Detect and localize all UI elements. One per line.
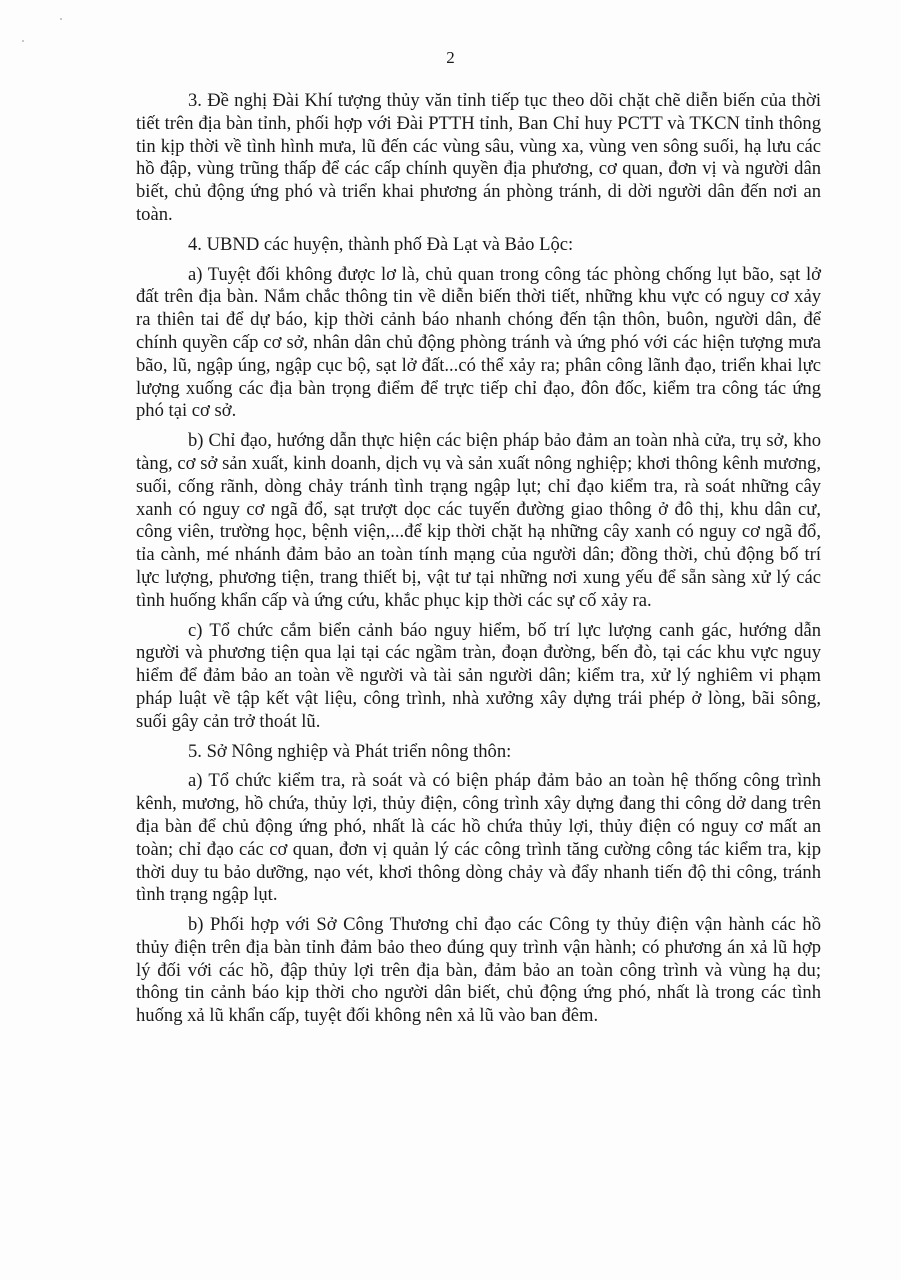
scan-speck (60, 18, 62, 20)
paragraph-5a: a) Tổ chức kiểm tra, rà soát và có biện pháp đảm bảo an toàn hệ thống công trình kênh, mương, hồ chứa, thủy lợi, thủy điện, công trình xây dựng đang thi công dở dang trên địa bàn để chủ động ứng phó, nhất là các hồ chứa thủy lợi, thủy điện có nguy cơ mất an toàn; chỉ đạo các cơ quan, đơn vị quản lý các công trình tăng cường công tác kiểm tra, kịp thời duy tu bảo dưỡng, nạo vét, khơi thông dòng chảy và đẩy nhanh tiến độ thi công, tránh tình trạng ngập lụt. (136, 770, 821, 906)
scan-speck (22, 40, 24, 42)
section-4-heading: 4. UBND các huyện, thành phố Đà Lạt và Bảo Lộc: (188, 233, 574, 255)
paragraph-4a: a) Tuyệt đối không được lơ là, chủ quan trong công tác phòng chống lụt bão, sạt lở đất trên địa bàn. Nắm chắc thông tin về diễn biến thời tiết, những khu vực có nguy cơ xảy ra thiên tai để dự báo, kịp thời cảnh báo nhanh chóng đến tận thôn, buôn, người dân, để chính quyền cấp cơ sở, nhân dân chủ động phòng tránh và ứng phó với các hiện tượng mưa bão, lũ, ngập úng, ngập cục bộ, sạt lở đất...có thể xảy ra; phân công lãnh đạo, triển khai lực lượng xuống các địa bàn trọng điểm để trực tiếp chỉ đạo, đôn đốc, kiểm tra công tác ứng phó tại cơ sở. (136, 263, 821, 422)
paragraph-3-weather-station: 3. Đề nghị Đài Khí tượng thủy văn tỉnh tiếp tục theo dõi chặt chẽ diễn biến của thời tiết trên địa bàn tỉnh, phối hợp với Đài PTTH tỉnh, Ban Chỉ huy PCTT và TKCN tỉnh thông tin kịp thời về tình hình mưa, lũ đến các vùng sâu, vùng xa, vùng ven sông suối, hạ lưu các hồ đập, vùng trũng thấp để các cấp chính quyền địa phương, cơ quan, đơn vị và người dân biết, chủ động ứng phó và triển khai phương án phòng tránh, di dời người dân đến nơi an toàn. (136, 90, 821, 225)
paragraph-5b: b) Phối hợp với Sở Công Thương chỉ đạo các Công ty thủy điện vận hành các hồ thủy điện trên địa bàn tỉnh đảm bảo theo đúng quy trình vận hành; có phương án xả lũ hợp lý đối với các hồ, đập thủy lợi trên địa bàn, đảm bảo an toàn công trình và vùng hạ du; thông tin cảnh báo kịp thời cho người dân biết, chủ động ứng phó, nhất là trong các tình huống xả lũ khẩn cấp, tuyệt đối không nên xả lũ vào ban đêm. (136, 914, 821, 1027)
page-number: 2 (446, 48, 455, 67)
document-body (136, 90, 821, 1035)
paragraph-4b: b) Chỉ đạo, hướng dẫn thực hiện các biện pháp bảo đảm an toàn nhà cửa, trụ sở, kho tàng, cơ sở sản xuất, kinh doanh, dịch vụ và sản xuất nông nghiệp; khơi thông kênh mương, suối, cống rãnh, dòng chảy tránh tình trạng ngập lụt; chỉ đạo kiểm tra, rà soát những cây xanh có nguy cơ ngã đổ, sạt trượt dọc các tuyến đường giao thông ở đô thị, khu dân cư, công viên, trường học, bệnh viện,...để kịp thời chặt hạ những cây xanh có nguy cơ ngã đổ, tỉa cành, mé nhánh đảm bảo an toàn tính mạng của người dân; đồng thời, chủ động bố trí lực lượng, phương tiện, trang thiết bị, vật tư tại những nơi xung yếu để sẵn sàng xử lý các tình huống khẩn cấp và ứng cứu, khắc phục kịp thời các sự cố xảy ra. (136, 430, 821, 611)
section-5-heading: 5. Sở Nông nghiệp và Phát triển nông thôn: (188, 740, 512, 762)
paragraph-4c: c) Tổ chức cắm biển cảnh báo nguy hiểm, bố trí lực lượng canh gác, hướng dẫn người và phương tiện qua lại tại các ngầm tràn, đoạn đường, bến đò, tại các khu vực nguy hiểm để đảm bảo an toàn về người và tài sản người dân; kiểm tra, xử lý nghiêm vi phạm pháp luật về tập kết vật liệu, công trình, nhà xưởng xây dựng trái phép ở lòng, bãi sông, suối gây cản trở thoát lũ. (136, 619, 821, 732)
